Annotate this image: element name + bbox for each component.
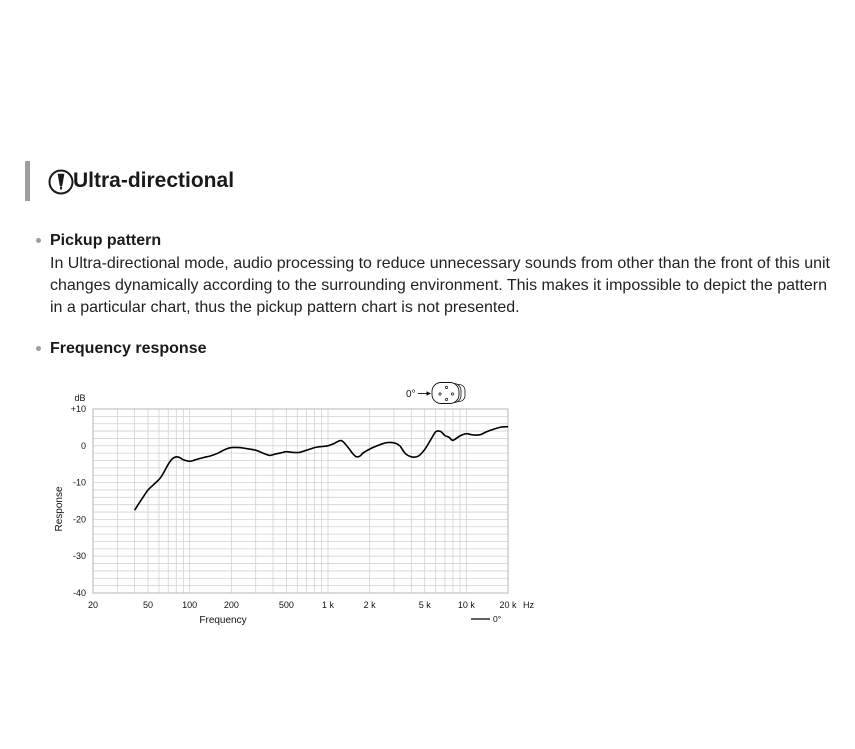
x-tick-label: 100 [182,600,198,610]
x-tick-label: 20 [87,600,99,610]
x-axis-label: Frequency [199,615,247,626]
x-tick-label: 1 k [322,600,335,610]
y-tick-label: -40 [72,588,86,598]
x-tick-label: 2 k [363,600,376,610]
x-tick-label: 500 [278,600,294,610]
y-tick-label: -30 [72,551,86,562]
section-title: Ultra-directional [73,169,235,192]
chart-ticks [71,404,517,610]
orientation-angle-label: 0° [406,389,416,400]
x-tick-label: 200 [223,600,239,610]
x-unit-label: Hz [523,600,534,610]
y-axis-label: Response [54,486,65,532]
y-tick-label: -20 [72,514,86,525]
x-tick-label: 50 [143,600,154,610]
orientation-diagram [406,383,465,404]
frequency-response-heading: Frequency response [50,340,207,357]
y-tick-label: -10 [72,477,86,488]
pickup-pattern-heading: Pickup pattern [50,232,162,249]
x-tick-label: 5 k [418,600,431,610]
x-tick-label: 20 k [499,600,517,610]
y-tick-label: +10 [70,404,86,414]
pickup-pattern-description: In Ultra-directional mode, audio processing to reduce unnecessary sounds from other than the front of this unit changes dynamically according to the surrounding environment. This makes it impossible to depict the pattern in a particular chart, thus the pickup pattern chart is not presented. [50,255,830,316]
legend [471,614,501,624]
x-tick-label: 10 k [457,600,475,610]
orientation-arrowhead [427,391,432,395]
y-unit-label: dB [74,393,86,403]
y-tick-label: 0 [80,440,86,451]
legend-label-0deg: 0° [493,614,502,624]
